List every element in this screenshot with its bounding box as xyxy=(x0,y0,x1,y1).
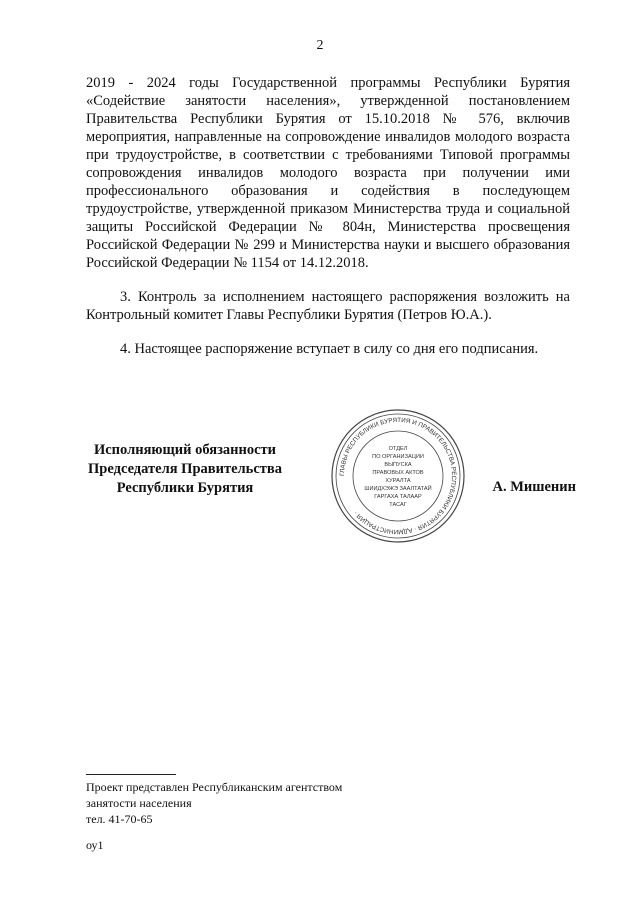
footnote-line-1: Проект представлен Республиканским агентством xyxy=(86,780,343,794)
signer-name: А. Мишенин xyxy=(492,479,576,495)
signatory-line-1: Исполняющий обязанности xyxy=(93,442,277,458)
paragraph-effect: 4. Настоящее распоряжение вступает в силу со дня его подписания. xyxy=(120,341,539,357)
seal-center-line: ТАСАГ xyxy=(389,502,407,508)
official-seal xyxy=(330,408,466,544)
footnote-line-3: тел. 41-70-65 xyxy=(86,812,153,826)
page-number: 2 xyxy=(316,38,324,53)
seal-center-line: ПРАВОВЫХ АКТОВ xyxy=(372,470,424,476)
footnote xyxy=(86,779,342,827)
signatory-line-3: Республики Бурятия xyxy=(116,480,254,496)
paragraph-program: 2019 - 2024 годы Государственной программы Республики Бурятия «Содействие занятости населения», утвержденной постановлением Правительства Республики Бурятия от 15.10.2018 № 576, включив мероприятия, направленные на сопровождение инвалидов молодого возраста при трудоустройстве, в соответствии с требованиями Типовой программы сопровождения инвалидов молодого возраста при получении ими профессионального образования и содействия в последующем трудоустройстве, утвержденной приказом Министерства труда и социальной защиты Российской Федерации № 804н, Министерства просвещения Российской Федерации № 299 и Министерства науки и высшего образования Российской Федерации № 1154 от 14.12.2018. xyxy=(86,75,570,271)
footnote-divider xyxy=(86,774,176,775)
signatory-line-2: Председателя Правительства xyxy=(88,461,282,477)
seal-center-line: ВЫПУСКА xyxy=(384,462,412,468)
paragraph-control: 3. Контроль за исполнением настоящего распоряжения возложить на Контрольный комитет Главы Республики Бурятия (Петров Ю.А.). xyxy=(86,289,570,323)
seal-center-line: ГАРГАХА ТАЛААР xyxy=(374,494,422,500)
seal-center-line: ШИИДХЭЖЭ ЗААЛТАТАЙ xyxy=(364,486,432,492)
seal-center-line: ПО ОРГАНИЗАЦИИ xyxy=(372,454,424,460)
document-code: оу1 xyxy=(86,838,104,852)
seal-center-line: ОТДЕЛ xyxy=(388,446,408,452)
signatory-title xyxy=(66,441,304,498)
footnote-line-2: занятости населения xyxy=(86,796,192,810)
seal-outer-text: ГЛАВЫ РЕСПУБЛИКИ БУРЯТИЯ И ПРАВИТЕЛЬСТВА РЕСПУБЛИКИ БУРЯТИЯ · АДМИНИСТРАЦИЯ · xyxy=(338,416,458,536)
seal-center-line: ХУРАЛТА xyxy=(385,478,411,484)
